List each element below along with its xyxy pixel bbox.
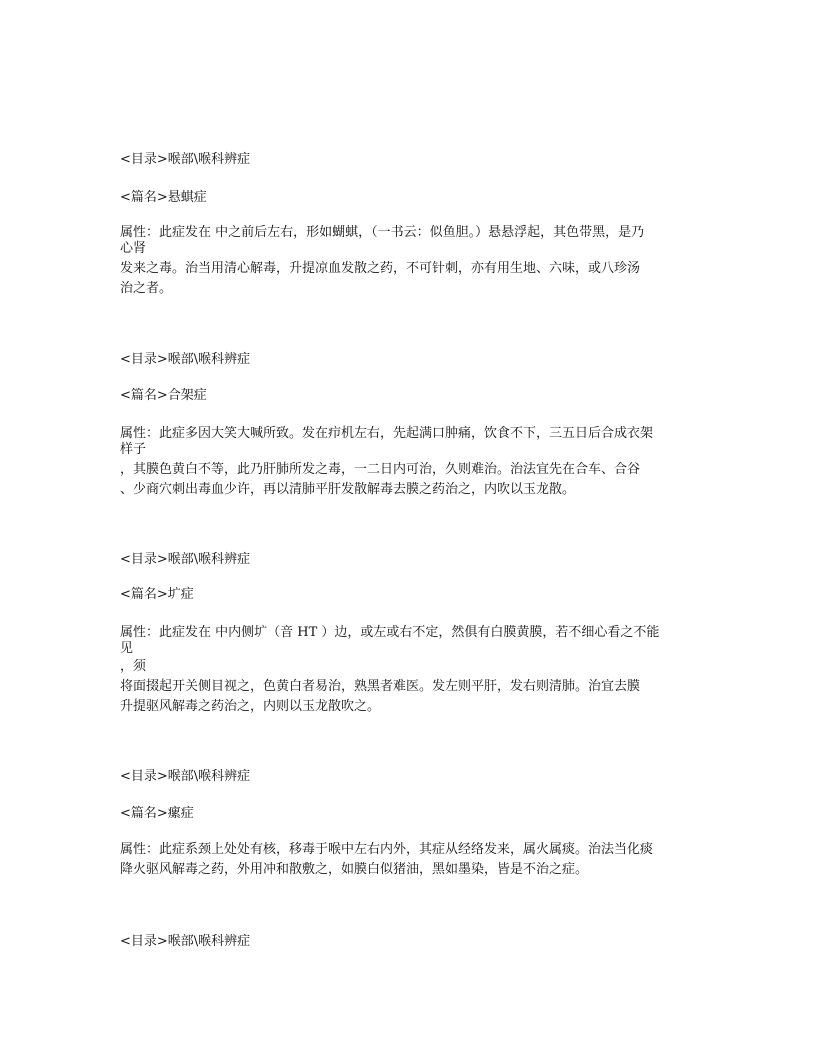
body-line: 降火驱风解毒之药，外用冲和散敷之，如膜白似猪油，黑如墨染，皆是不治之症。 bbox=[120, 862, 589, 877]
section-title: <篇名>瘰症 bbox=[120, 806, 194, 821]
body-line: 属性：此症发在 中之前后左右，形如蝴蜞，（一书云：似鱼胆。）悬悬浮起，其色带黑，是乃 bbox=[120, 225, 645, 240]
body-line: 样子 bbox=[120, 442, 147, 457]
body-line: 治之者。 bbox=[120, 281, 173, 296]
body-line: ，须 bbox=[120, 659, 147, 674]
catalog-heading: <目录>喉部\喉科辨症 bbox=[120, 934, 251, 949]
catalog-heading: <目录>喉部\喉科辨症 bbox=[120, 152, 251, 167]
catalog-heading: <目录>喉部\喉科辨症 bbox=[120, 552, 251, 567]
body-line: 属性：此症多因大笑大喊所致。发在疖机左右，先起满口肿痛，饮食不下，三五日后合成衣架 bbox=[120, 426, 654, 441]
body-line: 心肾 bbox=[120, 241, 147, 256]
body-line: ，其膜色黄白不等，此乃肝肺所发之毒，一二日内可治，久则难治。治法宜先在合车、合谷 bbox=[120, 462, 641, 477]
body-line: 将面掇起开关侧目视之，色黄白者易治，熟黑者难医。发左则平肝，发右则清肺。治宜去膜 bbox=[120, 679, 641, 694]
section-title: <篇名>圹症 bbox=[120, 587, 194, 602]
section-title: <篇名>合架症 bbox=[120, 388, 207, 403]
body-line: 属性：此症系颈上处处有核，移毒于喉中左右内外，其症从经络发来，属火属痰。治法当化痰 bbox=[120, 842, 654, 857]
section-title: <篇名>悬蜞症 bbox=[120, 190, 207, 205]
body-line: 见 bbox=[120, 641, 134, 656]
body-line: 发来之毒。治当用清心解毒，升提凉血发散之药，不可针刺，亦有用生地、六味，或八珍汤 bbox=[120, 261, 641, 276]
body-line: 、少商穴刺出毒血少许，再以清肺平肝发散解毒去膜之药治之，内吹以玉龙散。 bbox=[120, 482, 576, 497]
catalog-heading: <目录>喉部\喉科辨症 bbox=[120, 769, 251, 784]
body-line: 升提驱风解毒之药治之，内则以玉龙散吹之。 bbox=[120, 699, 381, 714]
body-line: 属性：此症发在 中内侧圹（音 HT ）边，或左或右不定，然俱有白膜黄膜，若不细心看之不能 bbox=[120, 625, 660, 640]
catalog-heading: <目录>喉部\喉科辨症 bbox=[120, 352, 251, 367]
